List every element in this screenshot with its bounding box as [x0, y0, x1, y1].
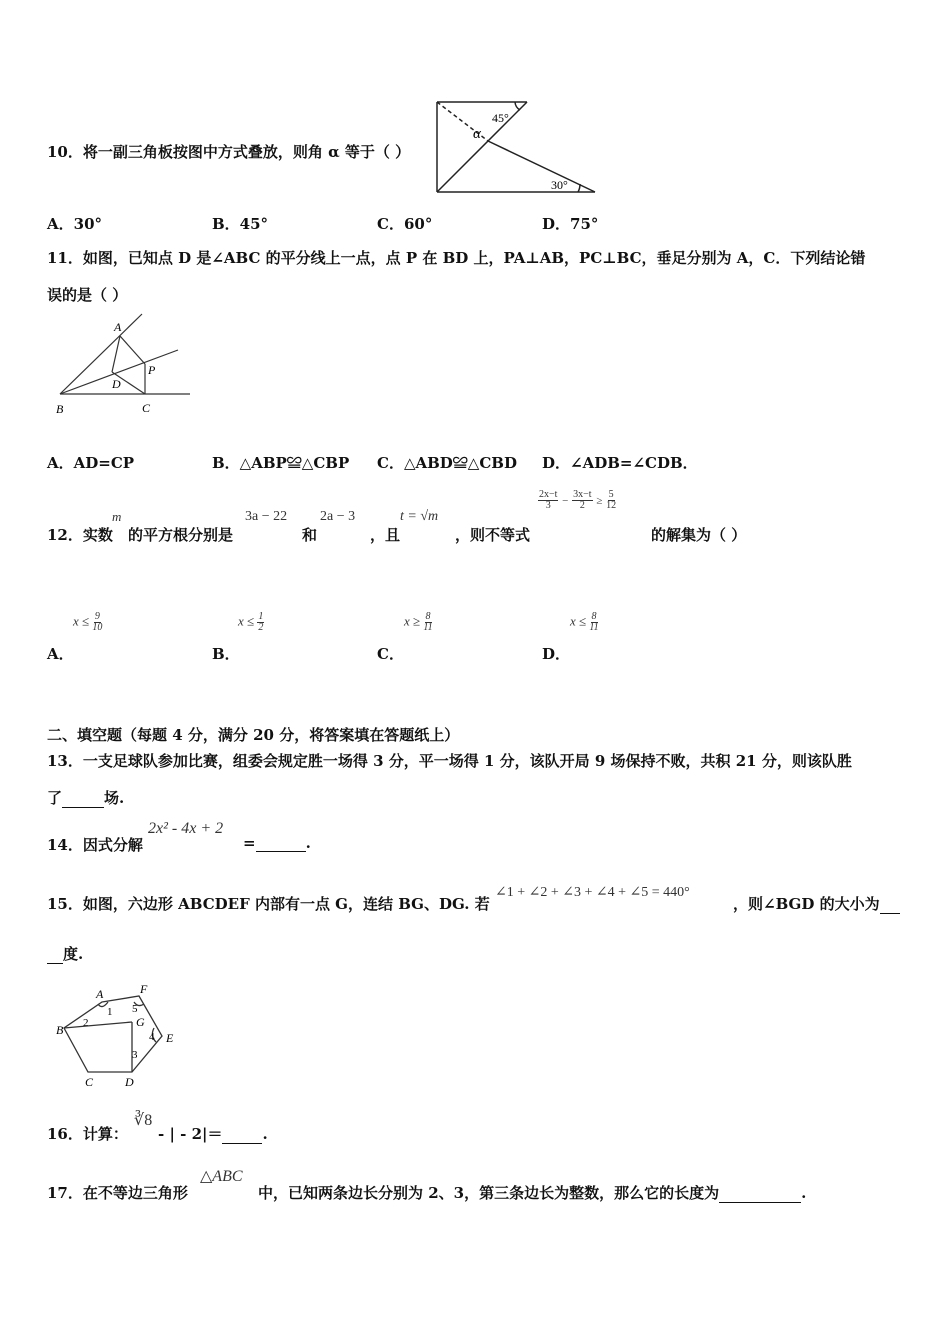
- svg-text:D: D: [125, 1075, 134, 1089]
- svg-text:4: 4: [149, 1031, 155, 1043]
- q11-label-b: B: [56, 402, 64, 416]
- q10-label-30: 30°: [551, 178, 568, 192]
- q10-stem: 10．将一副三角板按图中方式叠放，则角 α 等于（ ）: [47, 143, 411, 161]
- q12-inequality: $\frac{2x-t}{3}$ − $\frac{3x-t}{2}$ ≥ $\frac{5}{12}$: [539, 489, 617, 511]
- svg-text:C: C: [85, 1075, 94, 1089]
- q16-cube-root: ∛8: [134, 1112, 153, 1129]
- q12-and: 和: [302, 526, 318, 544]
- q12-expr1: 3a − 22: [245, 509, 288, 524]
- q13-answer-blank: [62, 793, 104, 808]
- q16-text: 16．计算：: [47, 1125, 128, 1143]
- q12-option-b-expr: x ≤ $\frac{1}{2}$: [238, 611, 264, 633]
- q12-m: m: [112, 509, 122, 524]
- q15-line2: 度.: [47, 943, 83, 964]
- q17-answer-blank: [719, 1188, 801, 1203]
- q17-text1: 17．在不等边三角形: [47, 1184, 188, 1202]
- q10-option-c: C．60°: [377, 215, 433, 233]
- q12-t-eq: t = √m: [400, 509, 439, 524]
- q11-label-p: P: [148, 363, 156, 377]
- q10-option-b: B．45°: [212, 215, 269, 233]
- svg-text:2: 2: [83, 1017, 89, 1029]
- q11-label-a: A: [114, 320, 122, 334]
- q12-option-c-label: C．: [377, 645, 404, 663]
- section-2-title: 二、填空题（每题 4 分，满分 20 分，将答案填在答题纸上）: [47, 726, 460, 744]
- q15-answer-blank-2: [47, 949, 63, 964]
- q10-label-45: 45°: [492, 111, 509, 125]
- q11-option-b: B．△ABP≌△CBP: [212, 454, 350, 472]
- q14-answer: = .: [243, 834, 311, 852]
- q12-expr2: 2a − 3: [320, 509, 356, 524]
- q12-text1: 的平方根分别是: [128, 526, 234, 544]
- svg-text:B: B: [56, 1023, 64, 1037]
- svg-text:E: E: [166, 1031, 174, 1045]
- q11-stem-line1: 11．如图，已知点 D 是∠ABC 的平分线上一点，点 P 在 BD 上，PA⊥AB，PC⊥BC，垂足分别为 A，C．下列结论错: [47, 249, 866, 267]
- q12-option-c-expr: x ≥ $\frac{8}{11}$: [404, 611, 433, 633]
- q10-label-alpha: α: [473, 126, 481, 142]
- q17-triangle: △ABC: [200, 1168, 243, 1185]
- svg-text:5: 5: [132, 1003, 138, 1015]
- q12-option-a-label: A．: [47, 645, 74, 663]
- svg-text:1: 1: [107, 1006, 113, 1018]
- q12-text2: ，且: [370, 526, 401, 544]
- q14-text: 14．因式分解: [47, 836, 143, 854]
- q13-stem-line2: 了 场.: [47, 789, 125, 807]
- q12-num: 12．实数: [47, 526, 113, 544]
- q10-option-d: D．75°: [542, 215, 599, 233]
- q15-hexagon-figure: [52, 980, 187, 1092]
- q14-expr: 2x² - 4x + 2: [148, 820, 224, 837]
- q13-stem-line1: 13．一支足球队参加比赛，组委会规定胜一场得 3 分，平一场得 1 分，该队开局 9 场保持不败，共积 21 分，则该队胜: [47, 752, 852, 770]
- q11-label-d: D: [112, 377, 121, 391]
- q10-triangle-figure: [430, 96, 602, 198]
- q15-angle-sum: ∠1 + ∠2 + ∠3 + ∠4 + ∠5 = 440°: [495, 885, 690, 900]
- svg-text:A: A: [96, 987, 104, 1001]
- q16-rest: - | - 2|＝ .: [158, 1125, 268, 1143]
- q15-answer-blank-1: [880, 899, 900, 914]
- svg-text:3: 3: [132, 1049, 138, 1061]
- q11-angle-figure: [50, 312, 195, 418]
- q12-text4: 的解集为（ ）: [651, 526, 747, 544]
- q11-label-c: C: [142, 401, 151, 415]
- q15-text2: ，则∠BGD 的大小为: [733, 893, 900, 914]
- q12-option-d-label: D．: [542, 645, 571, 663]
- q12-option-a-expr: x ≤ $\frac{9}{10}$: [73, 611, 103, 633]
- q14-answer-blank: [256, 837, 306, 852]
- q10-option-a: A．30°: [47, 215, 103, 233]
- q11-option-d: D．∠ADB=∠CDB．: [542, 454, 698, 472]
- q12-option-b-label: B．: [212, 645, 240, 663]
- q16-answer-blank: [222, 1129, 262, 1144]
- svg-text:F: F: [140, 982, 148, 996]
- q11-option-a: A．AD=CP: [47, 454, 135, 472]
- svg-text:G: G: [136, 1015, 145, 1029]
- q11-option-c: C．△ABD≌△CBD: [377, 454, 517, 472]
- q11-stem-line2: 误的是（ ）: [47, 286, 128, 304]
- q12-option-d-expr: x ≤ $\frac{8}{11}$: [570, 611, 599, 633]
- q17-text2: 中，已知两条边长分别为 2、3，第三条边长为整数，那么它的长度为 .: [258, 1184, 807, 1202]
- q12-text3: ，则不等式: [455, 526, 531, 544]
- q15-text1: 15．如图，六边形 ABCDEF 内部有一点 G，连结 BG、DG. 若: [47, 895, 490, 913]
